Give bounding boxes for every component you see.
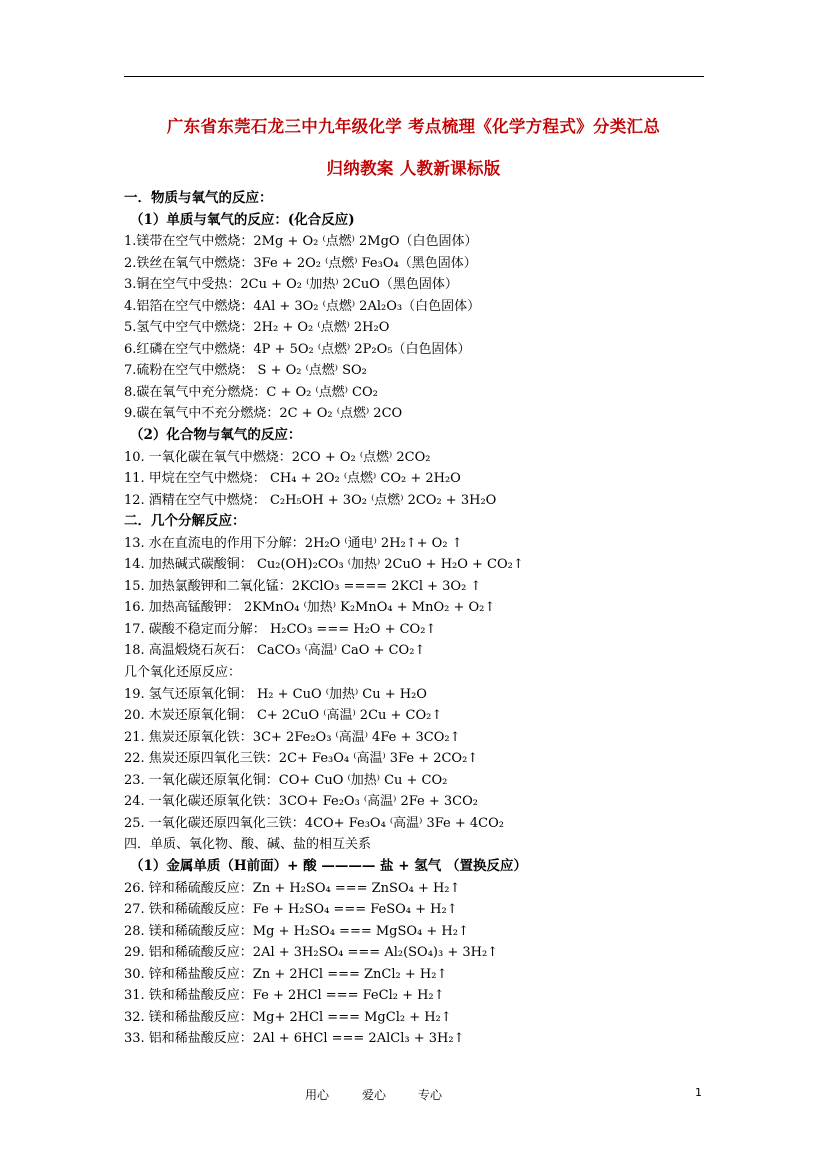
equation-line: 22. 焦炭还原四氧化三铁：2C+ Fe₃O₄ ⁽高温⁾ 3Fe + 2CO₂↑ [124, 751, 479, 767]
equation-line: 28. 镁和稀硫酸反应：Mg + H₂SO₄ === MgSO₄ + H₂↑ [124, 923, 469, 939]
equation-line: 29. 铝和稀硫酸反应：2Al + 3H₂SO₄ === Al₂(SO₄)₃ + 3H₂↑ [124, 945, 499, 961]
equation-line: 21. 焦炭还原氧化铁：3C+ 2Fe₂O₃ ⁽高温⁾ 4Fe + 3CO₂↑ [124, 729, 461, 745]
document-title-line-2: 归纳教案 人教新课标版 [326, 159, 501, 178]
equation-line: 32. 镁和稀盐酸反应：Mg+ 2HCl === MgCl₂ + H₂↑ [124, 1009, 452, 1025]
equation-line: 10. 一氧化碳在氧气中燃烧：2CO + O₂ ⁽点燃⁾ 2CO₂ [124, 449, 431, 465]
equation-line: 5.氢气中空气中燃烧：2H₂ + O₂ ⁽点燃⁾ 2H₂O [124, 320, 390, 336]
equation-line: 四．单质、氧化物、酸、碱、盐的相互关系 [124, 837, 372, 853]
equation-line: 24. 一氧化碳还原氧化铁：3CO+ Fe₂O₃ ⁽高温⁾ 2Fe + 3CO₂ [124, 794, 478, 810]
page-footer [0, 1086, 827, 1102]
section-heading: （1）金属单质（H前面）+ 酸 ———— 盐 + 氢气 （置换反应） [130, 857, 527, 874]
equation-line: 26. 锌和稀硫酸反应：Zn + H₂SO₄ === ZnSO₄ + H₂↑ [124, 880, 461, 896]
page-number: 1 [695, 1086, 702, 1099]
equation-line: 25. 一氧化碳还原四氧化三铁：4CO+ Fe₃O₄ ⁽高温⁾ 3Fe + 4CO₂ [124, 815, 504, 831]
equation-line: 8.碳在氧气中充分燃烧：C + O₂ ⁽点燃⁾ CO₂ [124, 384, 378, 400]
equation-line: 4.铝箔在空气中燃烧：4Al + 3O₂ ⁽点燃⁾ 2Al₂O₃（白色固体） [124, 298, 481, 314]
footer-text-1: 用心 [305, 1088, 330, 1102]
equation-line: 18. 高温煅烧石灰石： CaCO₃ ⁽高温⁾ CaO + CO₂↑ [124, 643, 426, 659]
equation-line: 1.镁带在空气中燃烧：2Mg + O₂ ⁽点燃⁾ 2MgO（白色固体） [124, 234, 478, 250]
equation-line: 17. 碳酸不稳定而分解： H₂CO₃ === H₂O + CO₂↑ [124, 621, 437, 637]
section-heading: 一．物质与氧气的反应： [124, 190, 273, 206]
footer-text-3: 专心 [418, 1088, 443, 1102]
section-heading: 二．几个分解反应： [124, 513, 246, 530]
equation-line: 27. 铁和稀硫酸反应：Fe + H₂SO₄ === FeSO₄ + H₂↑ [124, 902, 458, 918]
document-body [124, 188, 724, 1050]
document-title-line-1: 广东省东莞石龙三中九年级化学 考点梳理《化学方程式》分类汇总 [166, 117, 661, 136]
equation-line: 11. 甲烷在空气中燃烧： CH₄ + 2O₂ ⁽点燃⁾ CO₂ + 2H₂O [124, 471, 461, 487]
equation-line: 33. 铝和稀盐酸反应：2Al + 6HCl === 2AlCl₃ + 3H₂↑ [124, 1031, 465, 1047]
equation-line: 几个氧化还原反应： [124, 665, 242, 681]
equation-line: 16. 加热高锰酸钾： 2KMnO₄ ⁽加热⁾ K₂MnO₄ + MnO₂ + O₂↑ [124, 600, 496, 616]
equation-line: 13. 水在直流电的作用下分解：2H₂O ⁽通电⁾ 2H₂↑+ O₂ ↑ [124, 535, 463, 551]
equation-line: 2.铁丝在氧气中燃烧：3Fe + 2O₂ ⁽点燃⁾ Fe₃O₄（黑色固体） [124, 255, 477, 271]
equation-line: 14. 加热碱式碳酸铜： Cu₂(OH)₂CO₃ ⁽加热⁾ 2CuO + H₂O + CO₂↑ [124, 557, 524, 573]
equation-line: 30. 锌和稀盐酸反应：Zn + 2HCl === ZnCl₂ + H₂↑ [124, 966, 448, 982]
equation-line: 20. 木炭还原氧化铜： C+ 2CuO ⁽高温⁾ 2Cu + CO₂↑ [124, 708, 443, 724]
equation-line: 7.硫粉在空气中燃烧： S + O₂ ⁽点燃⁾ SO₂ [124, 363, 367, 379]
equation-line: 9.碳在氧气中不充分燃烧：2C + O₂ ⁽点燃⁾ 2CO [124, 406, 403, 422]
section-heading: （1）单质与氧气的反应：(化合反应) [130, 211, 355, 228]
section-heading: （2）化合物与氧气的反应： [130, 427, 302, 444]
equation-line: 19. 氢气还原氧化铜： H₂ + CuO ⁽加热⁾ Cu + H₂O [124, 686, 427, 702]
equation-line: 15. 加热氯酸钾和二氧化锰：2KClO₃ ==== 2KCl + 3O₂ ↑ [124, 578, 482, 594]
equation-line: 23. 一氧化碳还原氧化铜：CO+ CuO ⁽加热⁾ Cu + CO₂ [124, 772, 448, 788]
equation-line: 31. 铁和稀盐酸反应：Fe + 2HCl === FeCl₂ + H₂↑ [124, 988, 445, 1004]
equation-line: 12. 酒精在空气中燃烧： C₂H₅OH + 3O₂ ⁽点燃⁾ 2CO₂ + 3H₂O [124, 492, 497, 508]
header-rule [124, 76, 704, 77]
footer-text-2: 爱心 [362, 1088, 387, 1102]
equation-line: 6.红磷在空气中燃烧：4P + 5O₂ ⁽点燃⁾ 2P₂O₅（白色固体） [124, 341, 471, 357]
equation-line: 3.铜在空气中受热：2Cu + O₂ ⁽加热⁾ 2CuO（黑色固体） [124, 277, 458, 293]
